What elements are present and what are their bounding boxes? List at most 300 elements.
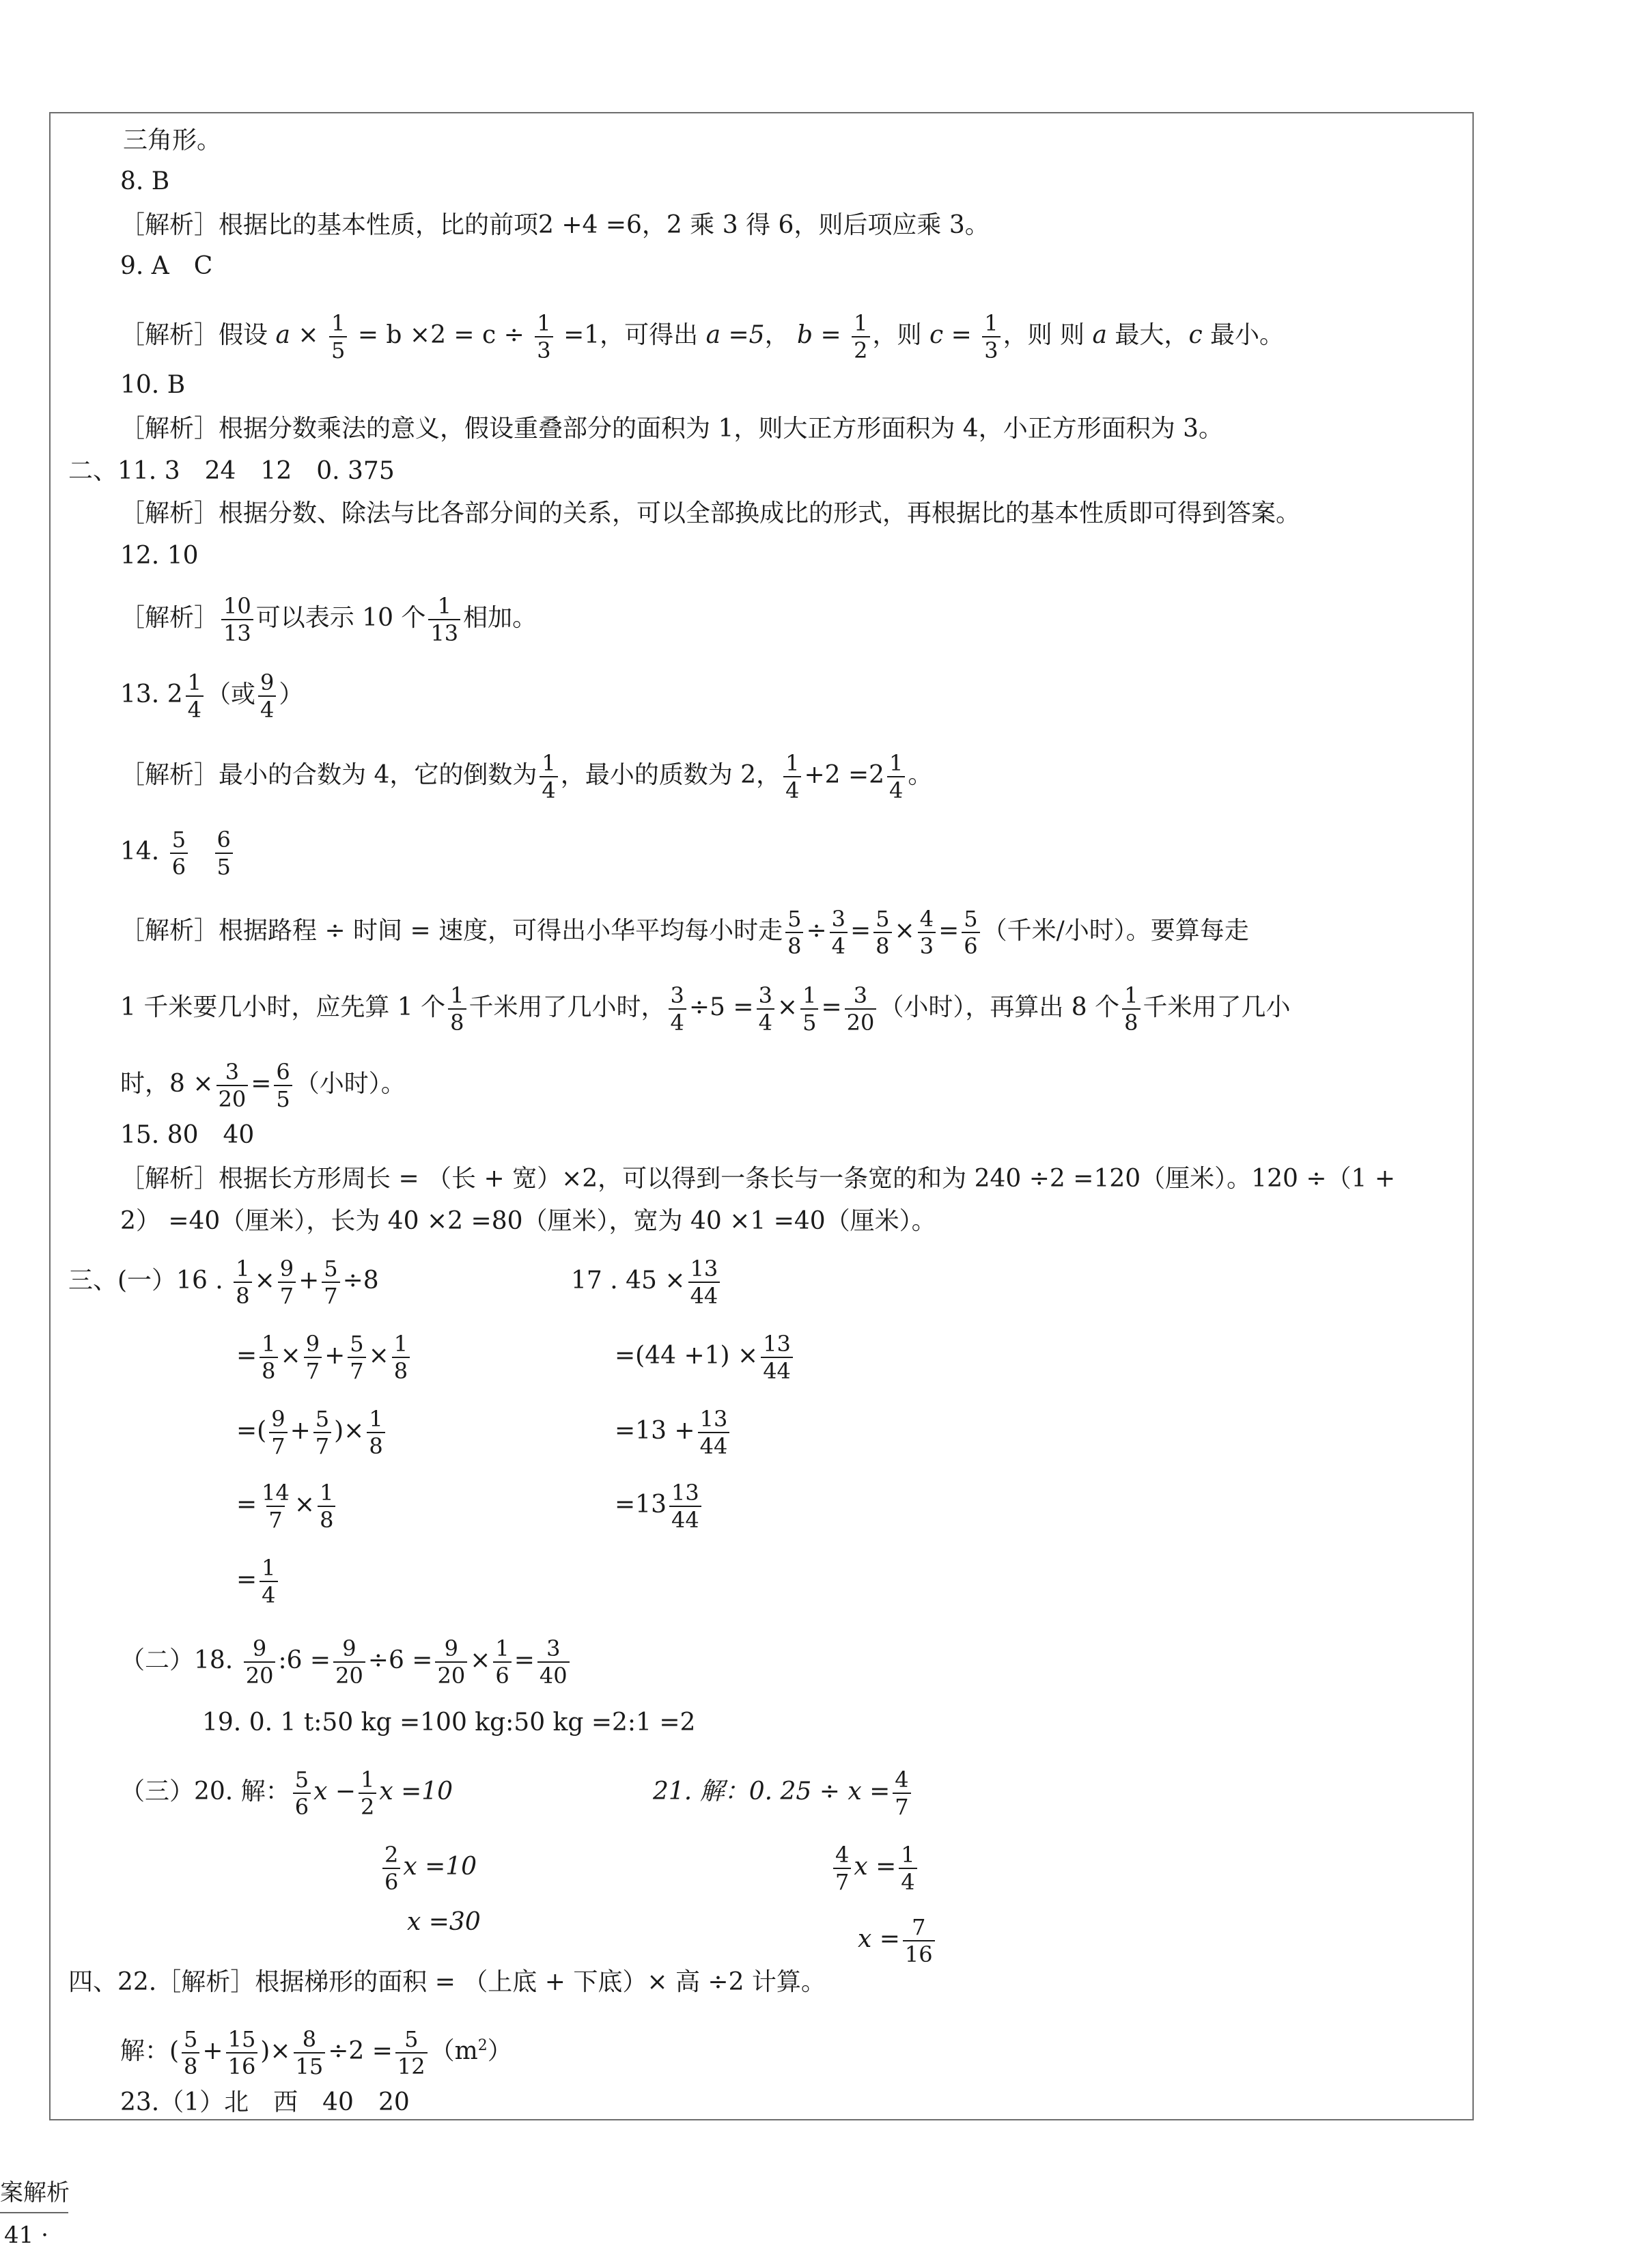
numerator: 1 bbox=[331, 310, 346, 336]
numerator: 10 bbox=[223, 593, 251, 619]
denominator: 4 bbox=[830, 932, 848, 959]
text: 最小。 bbox=[1210, 321, 1285, 349]
footer-rule bbox=[0, 2212, 68, 2213]
fraction bbox=[186, 669, 204, 723]
numerator: 15 bbox=[227, 2026, 256, 2052]
calc-16-line3 bbox=[236, 1406, 388, 1459]
fraction bbox=[215, 827, 233, 880]
numerator: 1 bbox=[393, 1331, 408, 1357]
denominator: 8 bbox=[182, 2052, 199, 2079]
text: + bbox=[290, 1417, 311, 1445]
text: ÷2 = bbox=[328, 2037, 393, 2065]
fraction bbox=[348, 1331, 365, 1384]
denominator: 20 bbox=[244, 1661, 276, 1689]
fraction bbox=[269, 1406, 287, 1459]
fraction bbox=[873, 906, 891, 959]
fraction bbox=[535, 310, 552, 363]
numerator: 13 bbox=[690, 1256, 718, 1282]
text: （二）18. bbox=[120, 1646, 234, 1674]
fraction bbox=[313, 1406, 331, 1459]
numerator: 4 bbox=[895, 1767, 909, 1793]
numerator: 2 bbox=[384, 1842, 399, 1868]
text: + bbox=[202, 2037, 223, 2065]
denominator: 44 bbox=[761, 1357, 793, 1384]
numerator: 1 bbox=[320, 1480, 334, 1506]
numerator: 7 bbox=[912, 1914, 926, 1940]
numerator: 5 bbox=[964, 906, 978, 932]
calc-16-line1 bbox=[68, 1256, 379, 1309]
fraction bbox=[899, 1842, 917, 1895]
text: = bbox=[251, 1070, 272, 1098]
fraction bbox=[234, 1256, 251, 1309]
denominator: 16 bbox=[226, 2052, 258, 2079]
text: =13 bbox=[615, 1491, 667, 1519]
numerator: 1 bbox=[236, 1256, 250, 1282]
text: = b ×2 = c ÷ bbox=[357, 321, 524, 349]
text: 最大， bbox=[1115, 321, 1189, 349]
fraction bbox=[216, 1059, 249, 1112]
answer-14 bbox=[120, 827, 236, 880]
text: x − bbox=[313, 1778, 356, 1806]
fraction bbox=[304, 1331, 322, 1384]
text: （三）20. 解： bbox=[120, 1778, 290, 1806]
numerator: 6 bbox=[216, 827, 231, 853]
fraction bbox=[322, 1256, 339, 1309]
answer-23: 23.（1）北 西 40 20 bbox=[120, 2088, 410, 2116]
numerator: 1 bbox=[369, 1406, 383, 1432]
fraction bbox=[448, 982, 466, 1036]
text: =( bbox=[236, 1417, 267, 1445]
fraction bbox=[962, 906, 979, 959]
fraction bbox=[221, 593, 253, 646]
numerator: 1 bbox=[542, 750, 556, 776]
fraction bbox=[669, 1480, 701, 1533]
text: 三、(一）16 . bbox=[68, 1267, 223, 1295]
equation-21-line1 bbox=[653, 1767, 914, 1820]
equation-21-line2 bbox=[830, 1842, 920, 1895]
fraction bbox=[367, 1406, 384, 1459]
text: ÷6 = bbox=[367, 1646, 433, 1674]
analysis-10: ［解析］根据分数乘法的意义，假设重叠部分的面积为 1，则大正方形面积为 4，小正方形面积为 3。 bbox=[120, 415, 1224, 443]
fraction bbox=[1122, 982, 1140, 1036]
denominator: 5 bbox=[800, 1008, 818, 1036]
text: 13. 2 bbox=[120, 680, 183, 708]
answer-11: 二、11. 3 24 12 0. 375 bbox=[68, 457, 395, 485]
fraction bbox=[329, 310, 347, 363]
numerator: 1 bbox=[1124, 982, 1138, 1008]
text: （或 bbox=[206, 680, 255, 708]
fraction bbox=[260, 1480, 292, 1533]
text: 千米用了几小 bbox=[1143, 993, 1291, 1021]
denominator: 8 bbox=[318, 1506, 335, 1533]
denominator: 7 bbox=[833, 1868, 851, 1895]
numerator: 5 bbox=[184, 2026, 198, 2052]
text: 则 bbox=[1060, 321, 1085, 349]
fraction bbox=[830, 906, 848, 959]
denominator: 4 bbox=[783, 776, 801, 803]
text: 时，8 × bbox=[120, 1070, 214, 1098]
text: =(44 +1) × bbox=[615, 1342, 759, 1370]
text: =13 + bbox=[615, 1417, 695, 1445]
equation-21-line3 bbox=[858, 1914, 938, 1967]
text: 1 千米要几小时，应先算 1 个 bbox=[120, 993, 446, 1021]
numerator: 6 bbox=[276, 1059, 290, 1085]
calc-16-line2 bbox=[236, 1331, 412, 1384]
denominator: 4 bbox=[887, 776, 905, 803]
denominator: 7 bbox=[893, 1793, 910, 1820]
denominator: 44 bbox=[698, 1432, 730, 1459]
denominator: 44 bbox=[688, 1282, 720, 1309]
text: = bbox=[938, 917, 960, 945]
denominator: 6 bbox=[493, 1661, 511, 1689]
text: 14. bbox=[120, 838, 160, 866]
fraction bbox=[244, 1635, 276, 1689]
analysis-15-line1: ［解析］根据长方形周长 = （长 + 宽）×2，可以得到一条长与一条宽的和为 240 ÷2 =120（厘米）。120 ÷（1 + bbox=[120, 1165, 1395, 1193]
numerator: 4 bbox=[919, 906, 934, 932]
numerator: 1 bbox=[437, 593, 451, 619]
calc-16-line5 bbox=[236, 1555, 281, 1608]
text: + bbox=[298, 1267, 320, 1295]
analysis-14-line2 bbox=[120, 982, 1291, 1036]
text: 可以表示 10 个 bbox=[255, 604, 426, 632]
calc-17-line4 bbox=[615, 1480, 704, 1533]
fraction bbox=[294, 2026, 326, 2079]
fraction bbox=[182, 2026, 199, 2079]
text: )× bbox=[260, 2037, 291, 2065]
numerator: 9 bbox=[305, 1331, 320, 1357]
answer-10: 10. B bbox=[120, 371, 186, 399]
var-a: a bbox=[275, 321, 290, 349]
fraction bbox=[887, 750, 905, 803]
denominator: 12 bbox=[395, 2052, 428, 2079]
denominator: 8 bbox=[234, 1282, 251, 1309]
denominator: 6 bbox=[382, 1868, 400, 1895]
denominator: 13 bbox=[428, 619, 460, 646]
numerator: 3 bbox=[831, 906, 845, 932]
denominator: 7 bbox=[266, 1506, 284, 1533]
numerator: 5 bbox=[324, 1256, 338, 1282]
denominator: 8 bbox=[873, 932, 891, 959]
denominator: 7 bbox=[304, 1357, 322, 1384]
numerator: 1 bbox=[901, 1842, 915, 1868]
value-c: c = bbox=[929, 321, 972, 349]
fraction bbox=[757, 982, 774, 1036]
numerator: 9 bbox=[342, 1635, 356, 1661]
text: （千米/小时）。要算每走 bbox=[982, 917, 1249, 945]
numerator: 1 bbox=[537, 310, 551, 336]
denominator: 7 bbox=[322, 1282, 339, 1309]
fraction bbox=[833, 1842, 851, 1895]
text: ） bbox=[279, 680, 304, 708]
fraction bbox=[783, 750, 801, 803]
text-line: 三角形。 bbox=[123, 126, 222, 154]
fraction bbox=[226, 2026, 258, 2079]
denominator: 8 bbox=[785, 932, 803, 959]
text: =1，可得出 bbox=[563, 321, 699, 349]
text: = bbox=[236, 1342, 257, 1370]
calc-17-line1 bbox=[571, 1256, 723, 1309]
denominator: 5 bbox=[274, 1085, 292, 1112]
text: = bbox=[850, 917, 871, 945]
analysis-14-line3 bbox=[120, 1059, 406, 1112]
denominator: 7 bbox=[313, 1432, 331, 1459]
analysis-13 bbox=[120, 750, 932, 803]
fraction bbox=[852, 310, 869, 363]
numerator: 1 bbox=[262, 1331, 276, 1357]
text: × bbox=[776, 993, 798, 1021]
calc-16-line4 bbox=[236, 1480, 338, 1533]
text: （小时），再算出 8 个 bbox=[879, 993, 1120, 1021]
fraction bbox=[893, 1767, 910, 1820]
numerator: 1 bbox=[187, 669, 201, 695]
fraction bbox=[293, 1767, 311, 1820]
analysis-12 bbox=[120, 593, 537, 646]
text: × bbox=[470, 1646, 491, 1674]
fraction bbox=[785, 906, 803, 959]
numerator: 1 bbox=[785, 750, 800, 776]
denominator: 16 bbox=[903, 1940, 935, 1967]
numerator: 1 bbox=[984, 310, 998, 336]
numerator: 1 bbox=[802, 982, 817, 1008]
analysis-8: ［解析］根据比的基本性质，比的前项2 +4 =6，2 乘 3 得 6，则后项应乘 3。 bbox=[120, 211, 990, 239]
text: x = bbox=[858, 1925, 900, 1953]
var-a: a bbox=[1085, 321, 1115, 349]
denominator: 6 bbox=[293, 1793, 311, 1820]
denominator: 8 bbox=[260, 1357, 277, 1384]
denominator: 4 bbox=[186, 695, 204, 723]
text: ） bbox=[487, 2037, 512, 2065]
answer-13 bbox=[120, 669, 303, 723]
denominator: 6 bbox=[170, 853, 188, 880]
numerator: 13 bbox=[763, 1331, 791, 1357]
text: 。 bbox=[908, 761, 933, 789]
footer-label: 案解析 bbox=[0, 2179, 70, 2207]
equation-20-line2 bbox=[380, 1842, 477, 1895]
text: x =30 bbox=[407, 1908, 481, 1936]
fraction bbox=[800, 982, 818, 1036]
value-a: a =5 bbox=[705, 321, 765, 349]
fraction bbox=[260, 1331, 277, 1384]
text: × bbox=[280, 1342, 301, 1370]
numerator: 5 bbox=[350, 1331, 364, 1357]
text: x =10 bbox=[403, 1853, 477, 1881]
text: x = bbox=[854, 1853, 897, 1881]
denominator: 40 bbox=[537, 1661, 570, 1689]
text: × bbox=[894, 917, 915, 945]
denominator: 5 bbox=[215, 853, 233, 880]
text: ， bbox=[764, 321, 789, 349]
numerator: 1 bbox=[450, 982, 464, 1008]
denominator: 7 bbox=[269, 1432, 287, 1459]
text: 17 . 45 × bbox=[571, 1267, 686, 1295]
denominator: 4 bbox=[899, 1868, 917, 1895]
denominator: 5 bbox=[329, 336, 347, 363]
denominator: 8 bbox=[1122, 1008, 1140, 1036]
denominator: 4 bbox=[757, 1008, 774, 1036]
solution-22 bbox=[120, 2026, 512, 2079]
denominator: 13 bbox=[221, 619, 253, 646]
analysis-14-line1 bbox=[120, 906, 1249, 959]
denominator: 4 bbox=[669, 1008, 686, 1036]
denominator: 3 bbox=[982, 336, 1000, 363]
fraction bbox=[435, 1635, 467, 1689]
numerator: 1 bbox=[360, 1767, 375, 1793]
answer-12: 12. 10 bbox=[120, 542, 199, 570]
denominator: 20 bbox=[333, 1661, 365, 1689]
denominator: 2 bbox=[359, 1793, 376, 1820]
fraction bbox=[392, 1331, 410, 1384]
text: x =10 bbox=[379, 1778, 453, 1806]
text: 相加。 bbox=[463, 604, 537, 632]
text: ，最小的质数为 2， bbox=[560, 761, 781, 789]
text: ［解析］ bbox=[120, 604, 219, 632]
text: × bbox=[368, 1342, 389, 1370]
text: = bbox=[514, 1646, 535, 1674]
denominator: 15 bbox=[294, 2052, 326, 2079]
fraction bbox=[278, 1256, 296, 1309]
numerator: 9 bbox=[279, 1256, 294, 1282]
text: 解：( bbox=[120, 2037, 180, 2065]
text: +2 =2 bbox=[804, 761, 885, 789]
fraction bbox=[395, 2026, 428, 2079]
fraction bbox=[318, 1480, 335, 1533]
denominator: 8 bbox=[392, 1357, 410, 1384]
fraction bbox=[845, 982, 877, 1036]
numerator: 1 bbox=[495, 1635, 509, 1661]
text: （小时）。 bbox=[294, 1070, 406, 1098]
fraction bbox=[540, 750, 557, 803]
superscript: 2 bbox=[477, 2037, 488, 2054]
denominator: 2 bbox=[852, 336, 869, 363]
numerator: 3 bbox=[546, 1635, 561, 1661]
text: × bbox=[254, 1267, 275, 1295]
calc-19: 19. 0. 1 t:50 kg =100 kg:50 kg =2:1 =2 bbox=[202, 1709, 696, 1737]
numerator: 1 bbox=[854, 310, 868, 336]
analysis-15-line2: 2） =40（厘米），长为 40 ×2 =80（厘米），宽为 40 ×1 =40（厘米）。 bbox=[120, 1207, 936, 1235]
fraction bbox=[170, 827, 188, 880]
value-b: b = bbox=[797, 321, 841, 349]
numerator: 5 bbox=[315, 1406, 330, 1432]
calc-17-line2 bbox=[615, 1331, 796, 1384]
fraction bbox=[274, 1059, 292, 1112]
fraction bbox=[333, 1635, 365, 1689]
answer-9: 9. A C bbox=[120, 252, 213, 280]
numerator: 3 bbox=[225, 1059, 240, 1085]
numerator: 1 bbox=[262, 1555, 276, 1581]
text: （m bbox=[430, 2037, 478, 2065]
numerator: 14 bbox=[262, 1480, 290, 1506]
calc-17-line3 bbox=[615, 1406, 732, 1459]
equation-20-line3 bbox=[407, 1906, 481, 1939]
fraction bbox=[493, 1635, 511, 1689]
analysis-22: 四、22.［解析］根据梯形的面积 = （上底 + 下底）× 高 ÷2 计算。 bbox=[68, 1968, 826, 1996]
numerator: 9 bbox=[260, 669, 275, 695]
text: )× bbox=[334, 1417, 365, 1445]
numerator: 1 bbox=[889, 750, 904, 776]
numerator: 5 bbox=[294, 1767, 309, 1793]
numerator: 9 bbox=[444, 1635, 459, 1661]
numerator: 13 bbox=[699, 1406, 728, 1432]
denominator: 8 bbox=[448, 1008, 466, 1036]
denominator: 4 bbox=[258, 695, 276, 723]
numerator: 5 bbox=[876, 906, 890, 932]
numerator: 5 bbox=[171, 827, 186, 853]
numerator: 4 bbox=[835, 1842, 850, 1868]
denominator: 20 bbox=[435, 1661, 467, 1689]
numerator: 13 bbox=[671, 1480, 699, 1506]
text: + bbox=[324, 1342, 346, 1370]
text: ÷5 = bbox=[688, 993, 754, 1021]
text: 21. 解：0. 25 ÷ x = bbox=[653, 1778, 891, 1806]
fraction bbox=[698, 1406, 730, 1459]
text: = bbox=[236, 1566, 257, 1594]
fraction bbox=[537, 1635, 570, 1689]
fraction bbox=[260, 1555, 277, 1608]
calc-18 bbox=[120, 1635, 572, 1689]
text: ÷ bbox=[806, 917, 827, 945]
text: ，则 bbox=[872, 321, 922, 349]
equation-20-line1 bbox=[120, 1767, 453, 1820]
analysis-11: ［解析］根据分数、除法与比各部分间的关系，可以全部换成比的形式，再根据比的基本性质即可得到答案。 bbox=[120, 499, 1301, 527]
denominator: 20 bbox=[845, 1008, 877, 1036]
page-number: 41 · bbox=[4, 2222, 48, 2249]
text: = bbox=[236, 1491, 257, 1519]
denominator: 8 bbox=[367, 1432, 384, 1459]
fraction bbox=[428, 593, 460, 646]
fraction bbox=[669, 982, 686, 1036]
numerator: 9 bbox=[252, 1635, 267, 1661]
text: ［解析］根据路程 ÷ 时间 = 速度，可得出小华平均每小时走 bbox=[120, 917, 783, 945]
denominator: 7 bbox=[348, 1357, 365, 1384]
denominator: 3 bbox=[535, 336, 552, 363]
denominator: 7 bbox=[278, 1282, 296, 1309]
fraction bbox=[918, 906, 936, 959]
fraction bbox=[903, 1914, 935, 1967]
text: ÷8 bbox=[342, 1267, 379, 1295]
numerator: 3 bbox=[758, 982, 772, 1008]
numerator: 5 bbox=[404, 2026, 419, 2052]
text: 千米用了几小时， bbox=[468, 993, 666, 1021]
denominator: 4 bbox=[260, 1581, 277, 1608]
text: ，则 bbox=[1003, 321, 1052, 349]
text: × bbox=[294, 1491, 316, 1519]
analysis-9: ［解析］假设 a × $\frac{1}{5}$ = b ×2 = c ÷ $\frac{1}{3}$ =1，可得出 a =5， b = $\frac{1}{2}$ ，则 c = $\frac{1}{3}$ ，则 则 a 最大，c 最小。 bbox=[120, 310, 1285, 363]
fraction bbox=[382, 1842, 400, 1895]
denominator: 4 bbox=[540, 776, 557, 803]
numerator: 8 bbox=[302, 2026, 317, 2052]
denominator: 3 bbox=[918, 932, 936, 959]
answer-8: 8. B bbox=[120, 167, 170, 195]
text: :6 = bbox=[278, 1646, 331, 1674]
numerator: 3 bbox=[670, 982, 684, 1008]
fraction bbox=[359, 1767, 376, 1820]
fraction bbox=[982, 310, 1000, 363]
fraction bbox=[761, 1331, 793, 1384]
answer-15: 15. 80 40 bbox=[120, 1121, 255, 1149]
numerator: 5 bbox=[787, 906, 802, 932]
numerator: 9 bbox=[271, 1406, 285, 1432]
denominator: 44 bbox=[669, 1506, 701, 1533]
text: = bbox=[821, 993, 842, 1021]
fraction bbox=[688, 1256, 720, 1309]
text: ［解析］最小的合数为 4，它的倒数为 bbox=[120, 761, 537, 789]
var-c: c bbox=[1188, 321, 1211, 349]
denominator: 20 bbox=[216, 1085, 249, 1112]
denominator: 6 bbox=[962, 932, 979, 959]
fraction bbox=[258, 669, 276, 723]
text: ［解析］假设 bbox=[120, 321, 268, 349]
numerator: 3 bbox=[853, 982, 868, 1008]
